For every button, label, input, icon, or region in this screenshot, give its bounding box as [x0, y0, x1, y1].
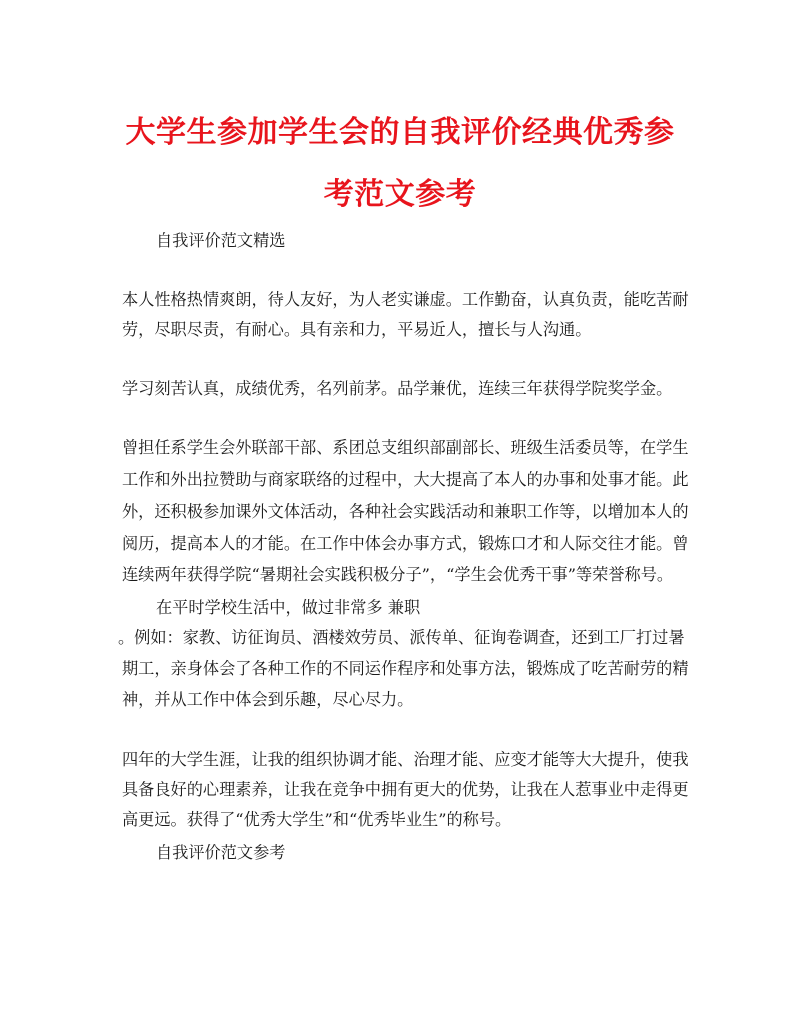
document-title-line-2: 考范文参考 — [323, 177, 477, 212]
paragraph-1-line-1: 本人性格热情爽朗，待人友好，为人老实谦虚。工作勤奋，认真负责，能吃苦耐 — [122, 290, 689, 309]
paragraph-4-line-3: 期工，亲身体会了各种工作的不同运作程序和处事方法，锻炼成了吃苦耐劳的精 — [122, 659, 689, 678]
paragraph-3-line-4: 阅历，提高本人的才能。在工作中体会办事方式，锻炼口才和人际交往才能。曾 — [122, 534, 689, 553]
paragraph-3-line-5: 连续两年获得学院“暑期社会实践积极分子”，“学生会优秀干事”等荣誉称号。 — [122, 565, 674, 584]
paragraph-4-line-4: 神，并从工作中体会到乐趣，尽心尽力。 — [122, 690, 414, 709]
paragraph-5-line-1: 四年的大学生涯，让我的组织协调才能、治理才能、应变才能等大大提升，使我 — [122, 750, 689, 769]
document-title-line-1: 大学生参加学生会的自我评价经典优秀参 — [125, 115, 675, 150]
section-heading-selected: 自我评价范文精选 — [156, 231, 286, 250]
paragraph-3-line-2: 工作和外出拉赞助与商家联络的过程中，大大提高了本人的办事和处事才能。此 — [122, 470, 689, 489]
paragraph-4-line-1: 在平时学校生活中，做过非常多 兼职 — [156, 598, 421, 617]
paragraph-5-line-2: 具备良好的心理素养，让我在竞争中拥有更大的优势，让我在人惹事业中走得更 — [122, 780, 689, 799]
paragraph-3-line-3: 外，还积极参加课外文体活动，各种社会实践活动和兼职工作等，以增加本人的 — [122, 502, 689, 521]
paragraph-1-line-2: 劳，尽职尽责，有耐心。具有亲和力，平易近人，擅长与人沟通。 — [122, 320, 592, 339]
paragraph-3-line-1: 曾担任系学生会外联部干部、系团总支组织部副部长、班级生活委员等，在学生 — [122, 438, 689, 457]
paragraph-4-line-2: 。例如：家教、访征询员、酒楼效劳员、派传单、征询卷调查，还到工厂打过暑 — [118, 628, 685, 647]
paragraph-2-line-1: 学习刻苦认真，成绩优秀，名列前茅。品学兼优，连续三年获得学院奖学金。 — [122, 379, 673, 398]
section-heading-reference: 自我评价范文参考 — [156, 843, 286, 862]
paragraph-5-line-3: 高更远。获得了“优秀大学生”和“优秀毕业生”的称号。 — [122, 810, 512, 829]
